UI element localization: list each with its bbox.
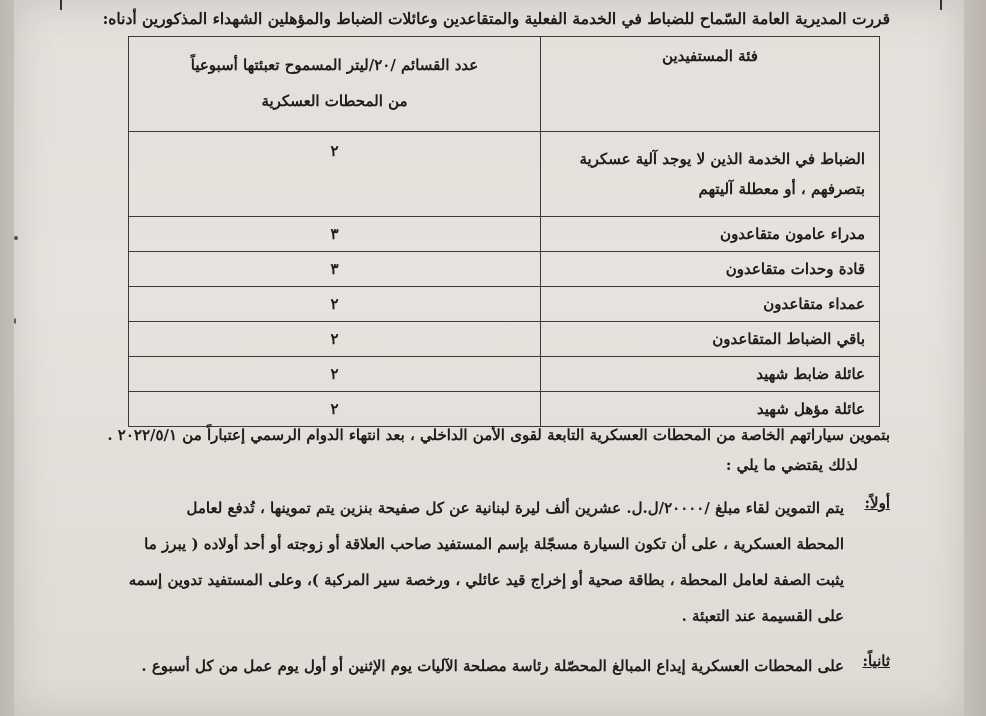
row-category-line1: الضباط في الخدمة الذين لا يوجد آلية عسكرية <box>579 150 865 168</box>
row-count: ٢ <box>129 287 541 322</box>
intro-text: قررت المديرية العامة السّماح للضباط في الخدمة الفعلية والمتقاعدين وعائلات الضباط والمؤهلين الشهداء المذكورين أدناه: <box>102 9 890 28</box>
clause-second-body <box>30 648 844 684</box>
row-category: عائلة ضابط شهيد <box>541 357 880 392</box>
clause-first-label: أولاً: <box>864 494 890 512</box>
row-count: ٣ <box>129 217 541 252</box>
margin-mark <box>14 318 16 324</box>
frame-line-right <box>940 0 942 10</box>
row-category <box>541 132 880 217</box>
header-category: فئة المستفيدين <box>541 37 880 132</box>
clause-line: يثبت الصفة لعامل المحطة ، بطاقة صحية أو إخراج قيد عائلي ، ورخصة سير المركبة )، وعلى المستفيد تدوين إسمه <box>128 571 844 589</box>
table-row <box>129 287 880 322</box>
table-header-row <box>129 37 880 132</box>
row-category: باقي الضباط المتقاعدون <box>541 322 880 357</box>
row-count: ٣ <box>129 252 541 287</box>
clause-line: على القسيمة عند التعبئة . <box>681 607 844 625</box>
header-count-line1: عدد القسائم /٢٠/ليتر المسموح تعبئتها أسبوعياً <box>190 56 479 74</box>
row-category: عمداء متقاعدون <box>541 287 880 322</box>
row-category: قادة وحدات متقاعدون <box>541 252 880 287</box>
margin-mark <box>14 236 18 240</box>
table-row <box>129 132 880 217</box>
table-row <box>129 217 880 252</box>
table-row <box>129 357 880 392</box>
header-count-line2: من المحطات العسكرية <box>261 92 408 110</box>
clause-line: المحطة العسكرية ، على أن تكون السيارة مسجّلة بإسم المستفيد صاحب العلاقة أو زوجته أو أحد أولاده ( يبرز ما <box>144 535 844 553</box>
row-count: ٢ <box>129 322 541 357</box>
clause-line: على المحطات العسكرية إيداع المبالغ المحصّلة رئاسة مصلحة الآليات يوم الإثنين أو أول يوم عمل من كل أسبوع . <box>141 657 844 675</box>
frame-line-left <box>60 0 62 10</box>
row-count: ٢ <box>129 132 541 217</box>
table-row <box>129 392 880 427</box>
supply-paragraph: بتموين سياراتهم الخاصة من المحطات العسكرية التابعة لقوى الأمن الداخلي ، بعد انتهاء الدوام الرسمي إعتباراً من ٢٠٢٢/٥/١ . <box>107 426 890 444</box>
clause-second <box>30 652 890 684</box>
row-category: مدراء عامون متقاعدون <box>541 217 880 252</box>
row-category-line2: بتصرفهم ، أو معطلة آليتهم <box>698 180 865 198</box>
row-category: عائلة مؤهل شهيد <box>541 392 880 427</box>
clause-second-label: ثانياً: <box>862 652 890 670</box>
row-count: ٢ <box>129 392 541 427</box>
table-row <box>129 252 880 287</box>
clause-line: يتم التموين لقاء مبلغ /٢٠٠٠٠/ل.ل. عشرين ألف ليرة لبنانية عن كل صفيحة بنزين يتم تموينها ، تُدفع لعامل <box>186 499 844 517</box>
requirements-intro: لذلك يقتضي ما يلي : <box>725 456 858 474</box>
clause-first <box>30 494 890 634</box>
header-count <box>129 37 541 132</box>
beneficiaries-table <box>128 36 880 427</box>
row-count: ٢ <box>129 357 541 392</box>
table-row <box>129 322 880 357</box>
clause-first-body <box>30 490 844 634</box>
